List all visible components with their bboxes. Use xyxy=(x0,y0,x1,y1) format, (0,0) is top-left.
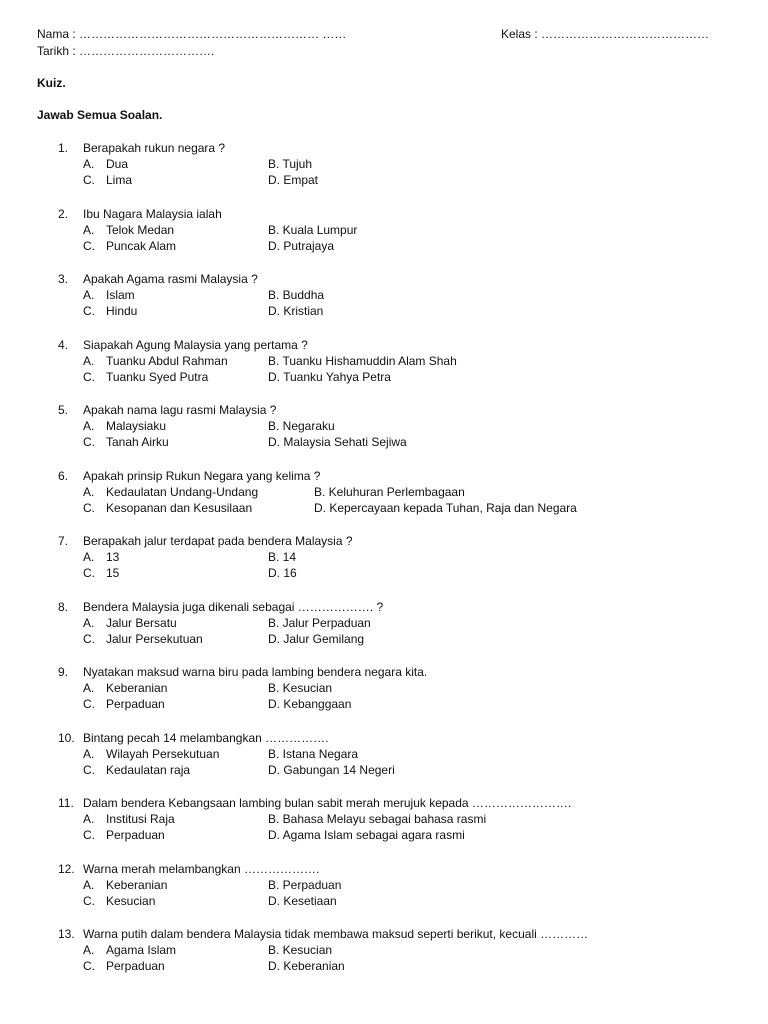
question-item xyxy=(0,403,768,455)
option-b: B. Bahasa Melayu sebagai bahasa rasmi xyxy=(268,812,487,826)
option-c-text: Kedaulatan raja xyxy=(106,763,191,777)
option-c xyxy=(83,501,252,515)
question-item xyxy=(0,534,768,586)
option-a-text: Wilayah Persekutuan xyxy=(106,747,220,761)
option-c-key: C. xyxy=(83,435,95,449)
question-number: 2. xyxy=(58,207,69,221)
option-a-key: A. xyxy=(83,223,95,237)
option-c-text: Perpaduan xyxy=(106,697,165,711)
option-d: D. Kepercayaan kepada Tuhan, Raja dan Negara xyxy=(314,501,577,515)
question-item xyxy=(0,796,768,848)
option-b: B. Buddha xyxy=(268,288,325,302)
option-a xyxy=(83,747,219,761)
option-d: D. Agama Islam sebagai agara rasmi xyxy=(268,828,465,842)
option-a-key: A. xyxy=(83,878,95,892)
option-a xyxy=(83,681,167,695)
option-c-key: C. xyxy=(83,173,95,187)
option-b: B. Kuala Lumpur xyxy=(268,223,358,237)
option-b: B. Jalur Perpaduan xyxy=(268,616,371,630)
question-number: 7. xyxy=(58,534,69,548)
option-a-key: A. xyxy=(83,354,95,368)
option-c-text: Kesucian xyxy=(106,894,156,908)
option-b: B. Tuanku Hishamuddin Alam Shah xyxy=(268,354,457,368)
option-d: D. Jalur Gemilang xyxy=(268,632,365,646)
question-text: Apakah Agama rasmi Malaysia ? xyxy=(83,272,258,286)
option-b: B. 14 xyxy=(268,550,297,564)
option-a-text: Agama Islam xyxy=(106,943,177,957)
option-c-key: C. xyxy=(83,304,95,318)
option-d: D. Malaysia Sehati Sejiwa xyxy=(268,435,407,449)
option-c-text: Tanah Airku xyxy=(106,435,169,449)
question-item xyxy=(0,927,768,979)
option-c-key: C. xyxy=(83,763,95,777)
question-number: 8. xyxy=(58,600,69,614)
question-number: 5. xyxy=(58,403,69,417)
question-number: 1. xyxy=(58,141,69,155)
question-item xyxy=(0,862,768,914)
option-a xyxy=(83,419,166,433)
option-d: D. Tuanku Yahya Petra xyxy=(268,370,391,384)
option-a xyxy=(83,943,176,957)
option-c xyxy=(83,304,137,318)
option-d: D. 16 xyxy=(268,566,297,580)
nama-field: Nama : …………………………………………………… …… xyxy=(37,27,347,41)
option-a-text: Malaysiaku xyxy=(106,419,167,433)
option-a-key: A. xyxy=(83,419,95,433)
question-number: 11. xyxy=(58,796,74,810)
question-number: 13. xyxy=(58,927,75,941)
option-b: B. Perpaduan xyxy=(268,878,342,892)
option-c-key: C. xyxy=(83,959,95,973)
option-a xyxy=(83,550,119,564)
question-item xyxy=(0,338,768,390)
option-d: D. Empat xyxy=(268,173,319,187)
option-a-key: A. xyxy=(83,550,95,564)
question-item xyxy=(0,141,768,193)
option-a xyxy=(83,288,135,302)
option-a-text: Telok Medan xyxy=(106,223,175,237)
option-a-key: A. xyxy=(83,943,95,957)
tarikh-field: Tarikh : ……………………………. xyxy=(37,44,215,58)
option-a-text: Institusi Raja xyxy=(106,812,175,826)
option-b: B. Kesucian xyxy=(268,943,333,957)
option-a-key: A. xyxy=(83,288,95,302)
question-number: 9. xyxy=(58,665,69,679)
question-text: Nyatakan maksud warna biru pada lambing bendera negara kita. xyxy=(83,665,428,679)
option-a xyxy=(83,812,175,826)
question-number: 10. xyxy=(58,731,75,745)
option-c xyxy=(83,894,155,908)
option-d: D. Keberanian xyxy=(268,959,345,973)
option-c xyxy=(83,435,169,449)
question-item xyxy=(0,731,768,783)
option-a xyxy=(83,223,174,237)
question-item xyxy=(0,207,768,259)
question-text: Warna putih dalam bendera Malaysia tidak membawa maksud seperti berikut, kecuali ………… xyxy=(83,927,589,941)
option-a-key: A. xyxy=(83,812,95,826)
question-number: 12. xyxy=(58,862,75,876)
option-d: D. Kebanggaan xyxy=(268,697,352,711)
option-a-text: 13 xyxy=(106,550,120,564)
question-text: Ibu Nagara Malaysia ialah xyxy=(83,207,222,221)
option-c xyxy=(83,828,165,842)
page-title: Kuiz. xyxy=(37,76,66,90)
option-c-text: Jalur Persekutuan xyxy=(106,632,203,646)
question-text: Warna merah melambangkan ………………. xyxy=(83,862,320,876)
question-item xyxy=(0,469,768,521)
option-a xyxy=(83,354,228,368)
question-item xyxy=(0,665,768,717)
option-c-key: C. xyxy=(83,370,95,384)
option-a-key: A. xyxy=(83,681,95,695)
option-a xyxy=(83,616,177,630)
option-a-key: A. xyxy=(83,485,95,499)
option-c-text: Perpaduan xyxy=(106,828,165,842)
option-c-text: Kesopanan dan Kesusilaan xyxy=(106,501,253,515)
option-c xyxy=(83,959,165,973)
option-c-key: C. xyxy=(83,239,95,253)
question-number: 4. xyxy=(58,338,69,352)
option-a-text: Keberanian xyxy=(106,681,168,695)
option-c-text: Tuanku Syed Putra xyxy=(106,370,209,384)
option-a xyxy=(83,878,167,892)
option-a-key: A. xyxy=(83,747,95,761)
option-c-text: Hindu xyxy=(106,304,138,318)
question-text: Berapakah rukun negara ? xyxy=(83,141,226,155)
option-c-key: C. xyxy=(83,501,95,515)
option-d: D. Kesetiaan xyxy=(268,894,337,908)
option-d: D. Putrajaya xyxy=(268,239,335,253)
option-a xyxy=(83,157,128,171)
question-item xyxy=(0,600,768,652)
question-text: Berapakah jalur terdapat pada bendera Malaysia ? xyxy=(83,534,353,548)
question-text: Apakah nama lagu rasmi Malaysia ? xyxy=(83,403,277,417)
option-c-key: C. xyxy=(83,894,95,908)
option-a-key: A. xyxy=(83,157,95,171)
option-c xyxy=(83,370,208,384)
option-a-text: Islam xyxy=(106,288,135,302)
option-d: D. Kristian xyxy=(268,304,324,318)
question-text: Bendera Malaysia juga dikenali sebagai ………………. ? xyxy=(83,600,384,614)
option-c xyxy=(83,173,132,187)
option-a-text: Jalur Bersatu xyxy=(106,616,177,630)
option-c xyxy=(83,697,165,711)
option-b: B. Tujuh xyxy=(268,157,313,171)
option-c-text: Lima xyxy=(106,173,133,187)
option-a-text: Keberanian xyxy=(106,878,168,892)
option-c-key: C. xyxy=(83,828,95,842)
question-number: 6. xyxy=(58,469,69,483)
option-a-text: Dua xyxy=(106,157,129,171)
option-a-key: A. xyxy=(83,616,95,630)
option-c xyxy=(83,763,190,777)
question-text: Bintang pecah 14 melambangkan ……………. xyxy=(83,731,329,745)
question-text: Apakah prinsip Rukun Negara yang kelima ? xyxy=(83,469,321,483)
option-c-text: Puncak Alam xyxy=(106,239,177,253)
option-c xyxy=(83,566,119,580)
option-a-text: Kedaulatan Undang-Undang xyxy=(106,485,259,499)
option-c xyxy=(83,632,203,646)
option-a xyxy=(83,485,258,499)
kelas-field: Kelas : …………………………………… xyxy=(501,27,710,41)
instruction: Jawab Semua Soalan. xyxy=(37,108,163,122)
option-d: D. Gabungan 14 Negeri xyxy=(268,763,395,777)
question-text: Siapakah Agung Malaysia yang pertama ? xyxy=(83,338,308,352)
option-c-key: C. xyxy=(83,566,95,580)
option-c-key: C. xyxy=(83,632,95,646)
option-c xyxy=(83,239,176,253)
option-b: B. Keluhuran Perlembagaan xyxy=(314,485,465,499)
question-item xyxy=(0,272,768,324)
option-c-key: C. xyxy=(83,697,95,711)
option-c-text: 15 xyxy=(106,566,120,580)
option-b: B. Istana Negara xyxy=(268,747,359,761)
option-b: B. Negaraku xyxy=(268,419,335,433)
question-number: 3. xyxy=(58,272,69,286)
question-text: Dalam bendera Kebangsaan lambing bulan sabit merah merujuk kepada ……………………. xyxy=(83,796,572,810)
option-b: B. Kesucian xyxy=(268,681,333,695)
option-a-text: Tuanku Abdul Rahman xyxy=(106,354,228,368)
option-c-text: Perpaduan xyxy=(106,959,165,973)
